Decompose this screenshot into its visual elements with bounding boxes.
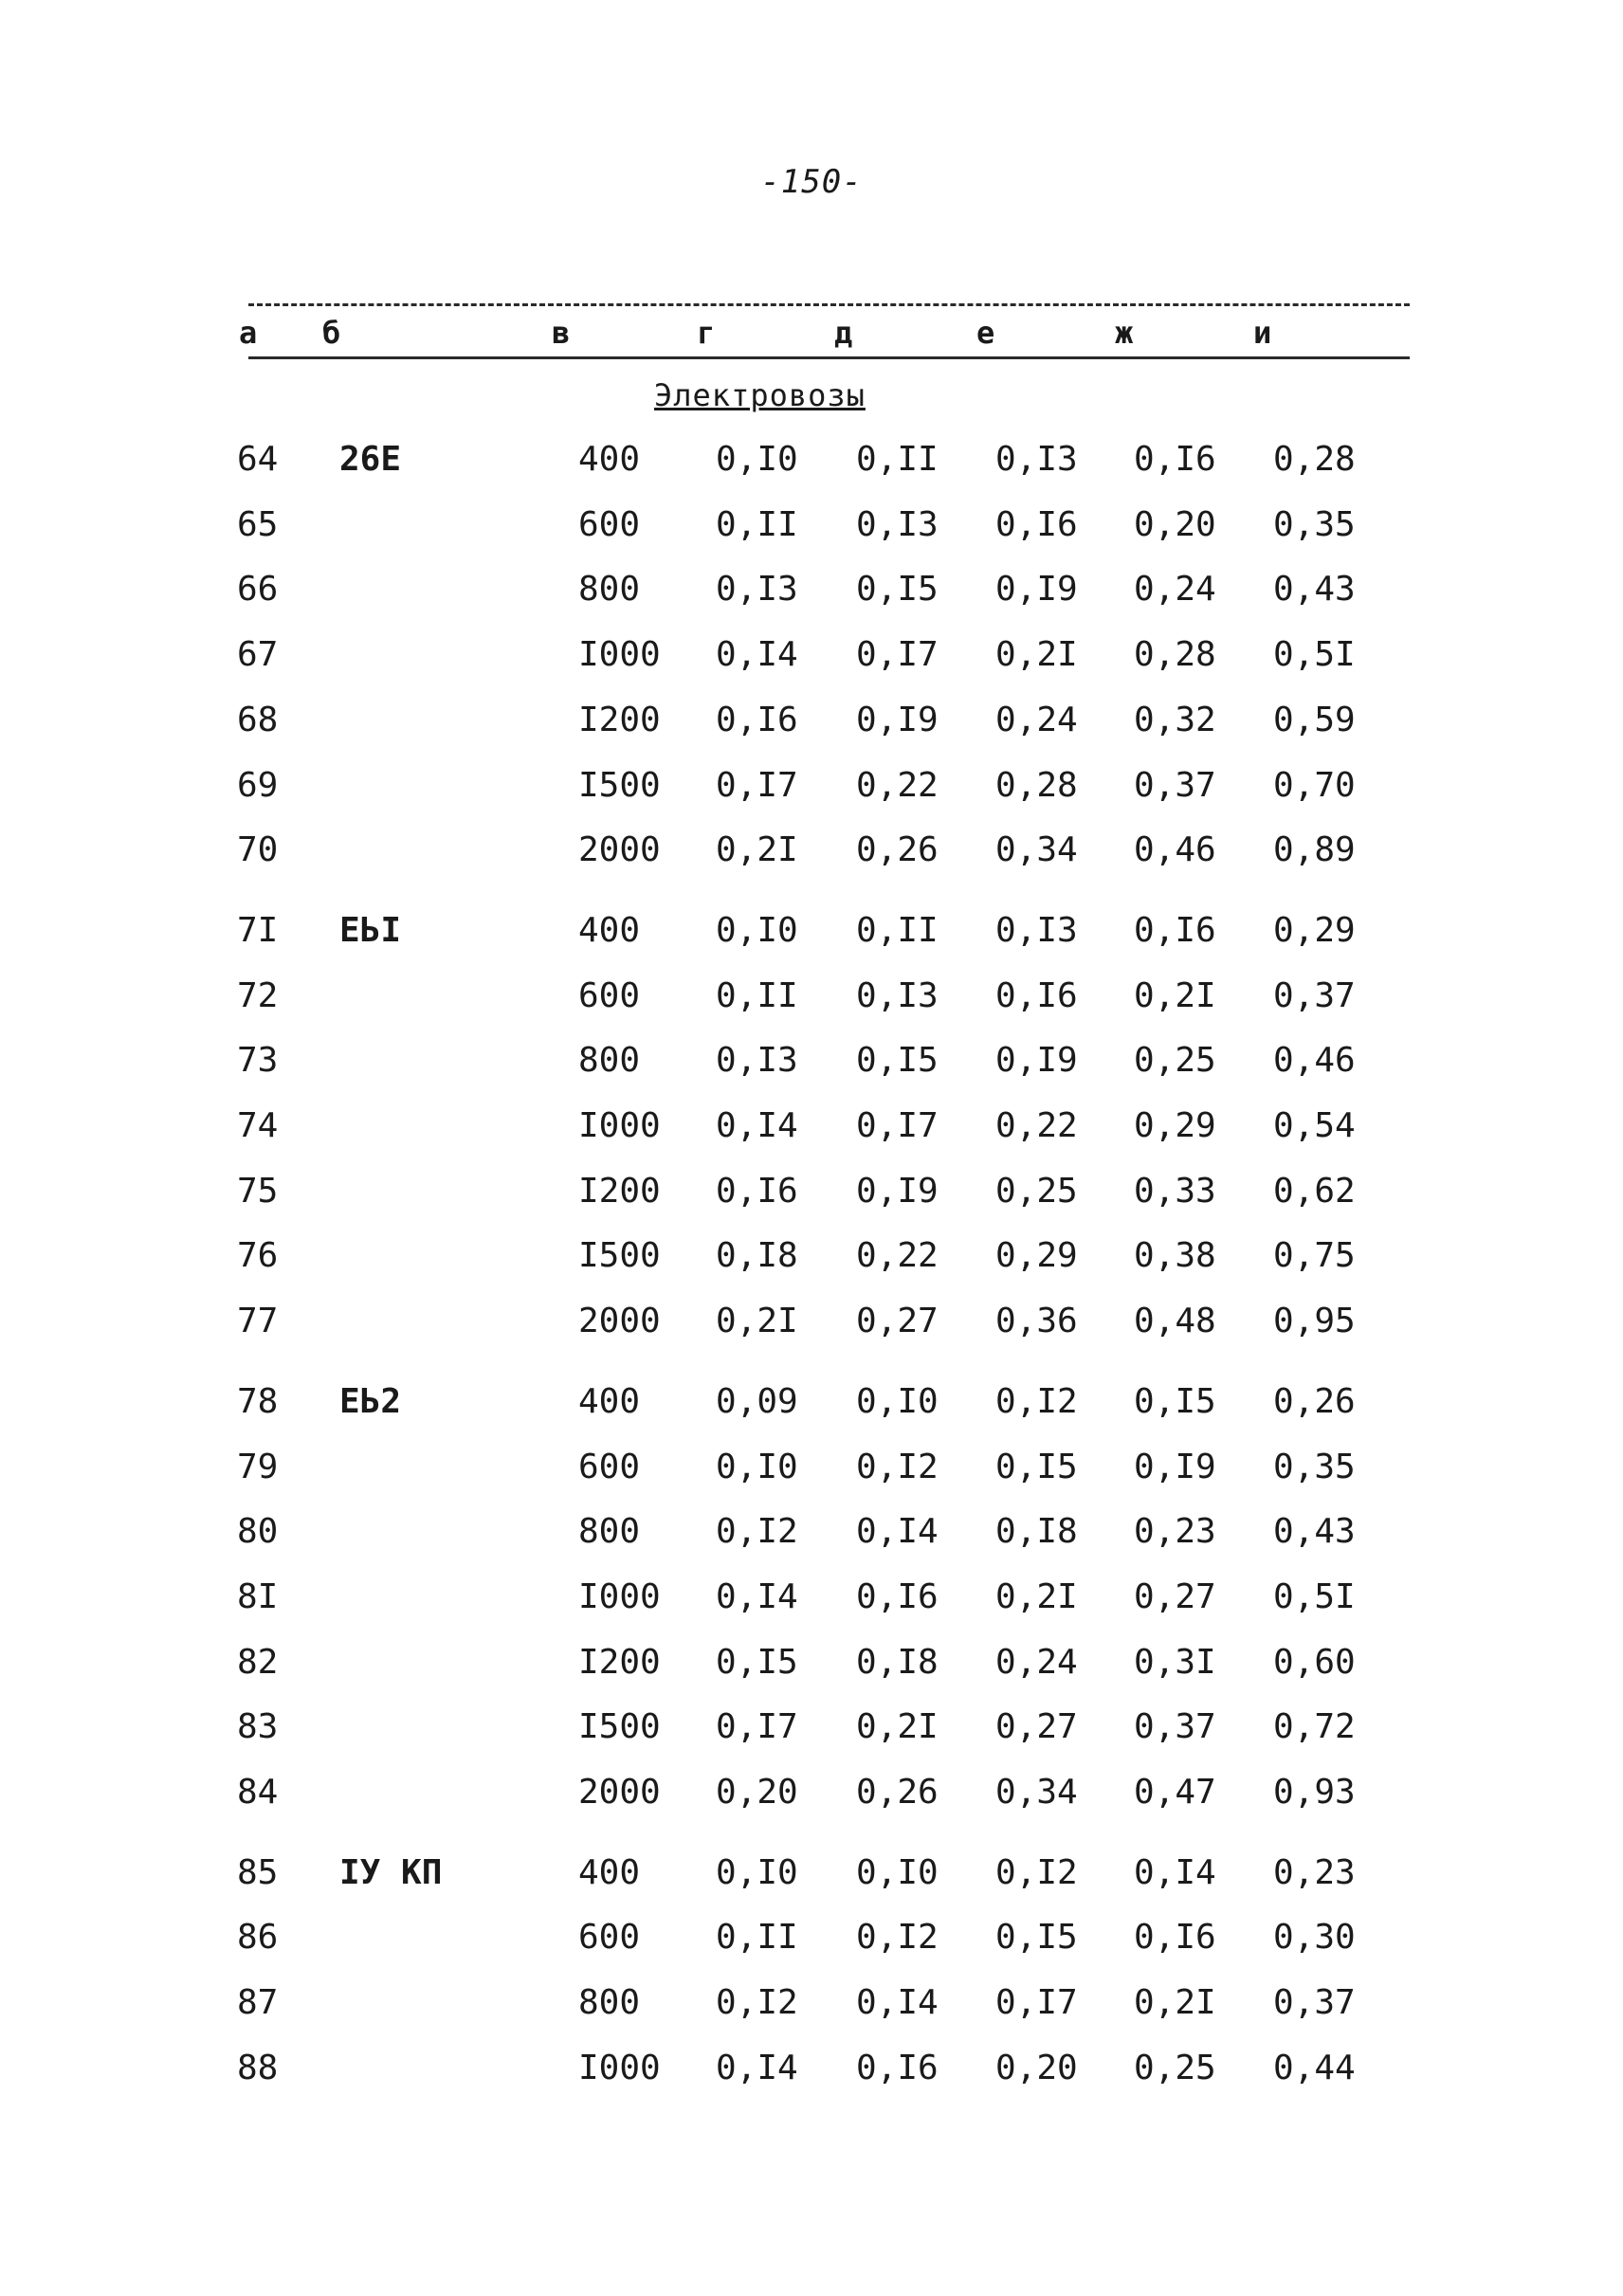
row-value-g: 0,I6 [716,1171,798,1211]
row-number: 69 [237,765,279,805]
row-value-i: 0,54 [1273,1106,1356,1145]
row-value-e: 0,24 [995,700,1078,739]
row-number: 64 [237,440,279,479]
row-value-i: 0,29 [1273,910,1356,950]
row-value-d: 0,II [856,440,939,479]
row-value-i: 0,43 [1273,1512,1356,1552]
table-header-rule [248,356,1410,359]
row-number: 87 [237,1983,279,2023]
row-value-v: I500 [578,1707,661,1747]
row-value-i: 0,75 [1273,1236,1356,1276]
column-header-e: е [976,315,995,351]
row-value-d: 0,I9 [856,1171,939,1211]
row-value-i: 0,70 [1273,765,1356,805]
row-value-i: 0,95 [1273,1302,1356,1341]
column-header-a: а [239,315,258,351]
row-value-d: 0,II [856,910,939,950]
row-number: 84 [237,1773,279,1812]
column-header-i: и [1253,315,1272,351]
row-value-v: I500 [578,1236,661,1276]
row-value-e: 0,20 [995,2048,1078,2087]
row-value-e: 0,I9 [995,570,1078,610]
row-value-v: 2000 [578,1773,661,1812]
row-value-g: 0,I0 [716,1852,798,1892]
row-value-e: 0,I8 [995,1512,1078,1552]
row-value-g: 0,I0 [716,440,798,479]
row-value-zh: 0,2I [1134,975,1216,1015]
row-value-i: 0,28 [1273,440,1356,479]
row-value-v: 800 [578,1983,641,2023]
column-header-b: б [322,315,341,351]
row-value-zh: 0,2I [1134,1983,1216,2023]
row-value-zh: 0,37 [1134,1707,1216,1747]
row-number: 82 [237,1642,279,1682]
table-row [0,1574,1623,1621]
row-value-e: 0,I3 [995,440,1078,479]
row-value-v: 600 [578,1918,641,1958]
row-number: 74 [237,1106,279,1145]
row-value-g: 0,I0 [716,1447,798,1486]
row-value-i: 0,23 [1273,1852,1356,1892]
row-value-i: 0,89 [1273,830,1356,870]
row-value-e: 0,29 [995,1236,1078,1276]
row-value-e: 0,28 [995,765,1078,805]
row-number: 7I [237,910,279,950]
row-value-e: 0,2I [995,635,1078,675]
row-value-i: 0,59 [1273,700,1356,739]
row-value-v: 2000 [578,1302,661,1341]
row-value-g: 0,I4 [716,635,798,675]
row-value-zh: 0,47 [1134,1773,1216,1812]
row-value-zh: 0,25 [1134,2048,1216,2087]
row-value-g: 0,I2 [716,1983,798,2023]
table-row [0,762,1623,810]
row-value-d: 0,I6 [856,2048,939,2087]
row-number: 67 [237,635,279,675]
row-value-v: 800 [578,1512,641,1552]
row-number: 88 [237,2048,279,2087]
row-value-g: 0,20 [716,1773,798,1812]
row-value-e: 0,2I [995,1576,1078,1616]
row-value-d: 0,I4 [856,1512,939,1552]
table-row [0,1298,1623,1345]
row-value-zh: 0,28 [1134,635,1216,675]
row-value-i: 0,30 [1273,1918,1356,1958]
row-value-v: I000 [578,2048,661,2087]
row-value-zh: 0,27 [1134,1576,1216,1616]
row-number: 83 [237,1707,279,1747]
row-number: 85 [237,1852,279,1892]
table-row [0,566,1623,613]
row-value-d: 0,I0 [856,1852,939,1892]
row-number: 66 [237,570,279,610]
table-row [0,1769,1623,1816]
row-series: ЕЬ2 [339,1381,402,1421]
row-number: 73 [237,1041,279,1081]
row-value-d: 0,I2 [856,1918,939,1958]
row-value-zh: 0,I6 [1134,1918,1216,1958]
row-value-e: 0,22 [995,1106,1078,1145]
table-row [0,907,1623,955]
row-series: IУ КП [339,1852,443,1892]
row-value-d: 0,27 [856,1302,939,1341]
row-value-i: 0,5I [1273,1576,1356,1616]
row-value-d: 0,I8 [856,1642,939,1682]
row-number: 8I [237,1576,279,1616]
row-series: 26Е [339,440,402,479]
row-value-e: 0,I6 [995,504,1078,544]
row-value-zh: 0,I5 [1134,1381,1216,1421]
row-number: 75 [237,1171,279,1211]
row-value-zh: 0,24 [1134,570,1216,610]
row-number: 79 [237,1447,279,1486]
row-value-d: 0,I7 [856,635,939,675]
column-header-zh: ж [1115,315,1134,351]
row-value-g: 0,2I [716,830,798,870]
row-value-zh: 0,I9 [1134,1447,1216,1486]
row-value-g: 0,I2 [716,1512,798,1552]
row-value-g: 0,I4 [716,2048,798,2087]
row-value-d: 0,26 [856,1773,939,1812]
row-value-e: 0,36 [995,1302,1078,1341]
row-value-g: 0,09 [716,1381,798,1421]
row-value-zh: 0,29 [1134,1106,1216,1145]
section-title: Электровозы [654,377,866,413]
row-number: 80 [237,1512,279,1552]
row-value-v: 2000 [578,830,661,870]
page-number: -150- [760,163,863,201]
row-value-g: 0,I6 [716,700,798,739]
row-value-v: 400 [578,1381,641,1421]
row-value-v: I500 [578,765,661,805]
row-value-d: 0,I0 [856,1381,939,1421]
row-number: 86 [237,1918,279,1958]
table-header [0,309,1623,356]
row-value-d: 0,I6 [856,1576,939,1616]
column-header-v: в [552,315,571,351]
table-row [0,631,1623,679]
row-value-d: 0,I2 [856,1447,939,1486]
row-value-i: 0,43 [1273,570,1356,610]
row-number: 72 [237,975,279,1015]
row-value-g: 0,I7 [716,1707,798,1747]
row-value-v: 800 [578,570,641,610]
table-row [0,1914,1623,1961]
row-value-d: 0,22 [856,765,939,805]
row-value-v: 400 [578,440,641,479]
table-row [0,436,1623,483]
row-value-i: 0,37 [1273,975,1356,1015]
row-value-g: 0,I0 [716,910,798,950]
table-row [0,973,1623,1020]
row-value-e: 0,I7 [995,1983,1078,2023]
row-value-d: 0,I4 [856,1983,939,2023]
table-row [0,1037,1623,1084]
table-top-rule [248,303,1410,306]
row-value-zh: 0,I6 [1134,910,1216,950]
row-value-d: 0,I3 [856,504,939,544]
row-value-g: 0,2I [716,1302,798,1341]
column-header-g: г [697,315,716,351]
table-row [0,1444,1623,1491]
row-value-d: 0,2I [856,1707,939,1747]
row-value-d: 0,I3 [856,975,939,1015]
row-value-v: I200 [578,700,661,739]
row-value-zh: 0,33 [1134,1171,1216,1211]
row-value-e: 0,I6 [995,975,1078,1015]
row-value-v: 400 [578,1852,641,1892]
row-value-e: 0,I2 [995,1852,1078,1892]
row-value-g: 0,II [716,975,798,1015]
row-value-zh: 0,38 [1134,1236,1216,1276]
row-value-i: 0,46 [1273,1041,1356,1081]
row-value-zh: 0,20 [1134,504,1216,544]
row-value-e: 0,34 [995,1773,1078,1812]
row-value-v: I000 [578,1576,661,1616]
row-value-zh: 0,3I [1134,1642,1216,1682]
row-value-e: 0,25 [995,1171,1078,1211]
row-value-i: 0,72 [1273,1707,1356,1747]
row-value-v: I200 [578,1171,661,1211]
row-value-zh: 0,32 [1134,700,1216,739]
row-value-i: 0,93 [1273,1773,1356,1812]
row-number: 78 [237,1381,279,1421]
row-value-v: 800 [578,1041,641,1081]
row-value-g: 0,I8 [716,1236,798,1276]
row-value-d: 0,I5 [856,1041,939,1081]
row-value-i: 0,37 [1273,1983,1356,2023]
table-row [0,2045,1623,2092]
row-value-v: I000 [578,635,661,675]
row-value-d: 0,I7 [856,1106,939,1145]
table-row [0,501,1623,549]
row-value-d: 0,I5 [856,570,939,610]
row-value-e: 0,24 [995,1642,1078,1682]
row-value-i: 0,62 [1273,1171,1356,1211]
row-value-g: 0,I4 [716,1576,798,1616]
row-value-e: 0,I2 [995,1381,1078,1421]
row-value-zh: 0,23 [1134,1512,1216,1552]
table-row [0,1168,1623,1215]
row-value-v: 600 [578,1447,641,1486]
table-row [0,1979,1623,2027]
row-value-zh: 0,I4 [1134,1852,1216,1892]
row-value-g: 0,I7 [716,765,798,805]
row-series: ЕЬI [339,910,402,950]
row-value-zh: 0,48 [1134,1302,1216,1341]
table-row [0,1704,1623,1751]
row-value-g: 0,I5 [716,1642,798,1682]
row-number: 77 [237,1302,279,1341]
row-value-g: 0,II [716,1918,798,1958]
table-row [0,1639,1623,1686]
row-value-e: 0,34 [995,830,1078,870]
row-value-i: 0,26 [1273,1381,1356,1421]
row-value-i: 0,35 [1273,1447,1356,1486]
row-value-g: 0,II [716,504,798,544]
row-value-v: 400 [578,910,641,950]
row-number: 76 [237,1236,279,1276]
row-value-e: 0,I3 [995,910,1078,950]
row-value-e: 0,I5 [995,1918,1078,1958]
row-value-zh: 0,46 [1134,830,1216,870]
row-number: 65 [237,504,279,544]
table-row [0,697,1623,744]
row-value-e: 0,I5 [995,1447,1078,1486]
row-value-v: I000 [578,1106,661,1145]
row-value-d: 0,26 [856,830,939,870]
row-value-e: 0,I9 [995,1041,1078,1081]
row-value-g: 0,I3 [716,1041,798,1081]
row-value-i: 0,5I [1273,635,1356,675]
row-value-zh: 0,25 [1134,1041,1216,1081]
row-value-g: 0,I3 [716,570,798,610]
row-value-zh: 0,I6 [1134,440,1216,479]
row-value-e: 0,27 [995,1707,1078,1747]
table-row [0,1508,1623,1556]
column-header-d: д [834,315,853,351]
table-row [0,1378,1623,1426]
row-value-g: 0,I4 [716,1106,798,1145]
row-value-i: 0,60 [1273,1642,1356,1682]
table-row [0,1232,1623,1280]
row-value-v: 600 [578,504,641,544]
table-row [0,1850,1623,1897]
row-value-zh: 0,37 [1134,765,1216,805]
table-row [0,1102,1623,1150]
row-value-v: 600 [578,975,641,1015]
row-number: 70 [237,830,279,870]
row-value-d: 0,I9 [856,700,939,739]
table-row [0,827,1623,874]
row-value-v: I200 [578,1642,661,1682]
row-value-d: 0,22 [856,1236,939,1276]
row-value-i: 0,44 [1273,2048,1356,2087]
row-value-i: 0,35 [1273,504,1356,544]
row-number: 68 [237,700,279,739]
